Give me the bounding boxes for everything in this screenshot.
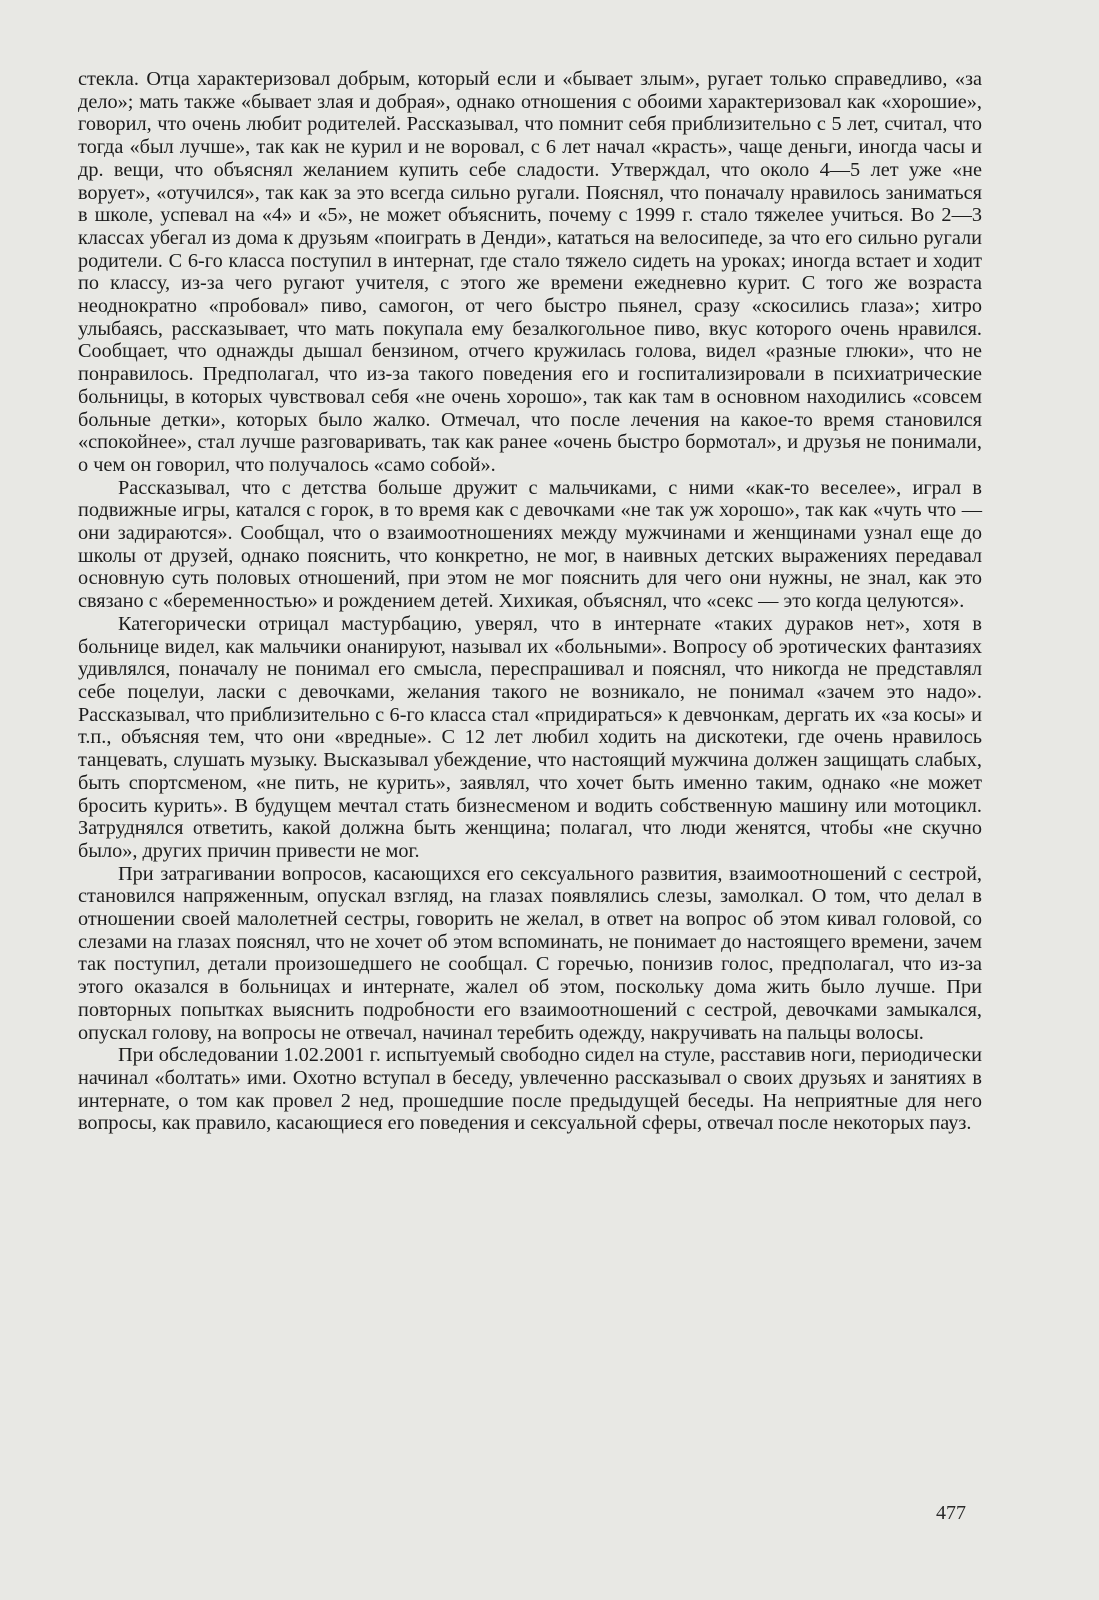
body-text (78, 68, 982, 1135)
paragraph: При обследовании 1.02.2001 г. испытуемый свободно сидел на стуле, расставив ноги, периодически начинал «болтать» ими. Охотно вступал в беседу, увлеченно рассказывал о своих друзьях и занятиях в интернате, о том как провел 2 нед, прошедшие после предыдущей беседы. На неприятные для него вопросы, как правило, касающиеся его поведения и сексуальной сферы, отвечал после некоторых пауз. (78, 1044, 982, 1135)
paragraph: стекла. Отца характеризовал добрым, который если и «бывает злым», ругает только справедливо, «за дело»; мать также «бывает злая и добрая», однако отношения с обоими характеризовал как «хорошие», говорил, что очень любит родителей. Рассказывал, что помнит себя приблизительно с 5 лет, считал, что тогда «был лучше», так как не курил и не воровал, с 6 лет начал «красть», чаще деньги, иногда часы и др. вещи, что объяснял желанием купить себе сладости. Утверждал, что около 4—5 лет уже «не ворует», «отучился», так как за это всегда сильно ругали. Пояснял, что поначалу нравилось заниматься в школе, успевал на «4» и «5», не может объяснить, почему с 1999 г. стало тяжелее учиться. Во 2—3 классах убегал из дома к друзьям «поиграть в Денди», кататься на велосипеде, за что его сильно ругали родители. С 6-го класса поступил в интернат, где стало тяжело сидеть на уроках; иногда встает и ходит по классу, из-за чего ругают учителя, с этого же времени ежедневно курит. С того же возраста неоднократно «пробовал» пиво, самогон, от чего быстро пьянел, сразу «скосились глаза»; хитро улыбаясь, рассказывает, что мать покупала ему безалкогольное пиво, вкус которого очень нравился. Сообщает, что однажды дышал бензином, отчего кружилась голова, видел «разные глюки», что не понравилось. Предполагал, что из-за такого поведения его и госпитализировали в психиатрические больницы, в которых чувствовал себя «не очень хорошо», так как там в основном находились «совсем больные детки», которых было жалко. Отмечал, что после лечения на какое-то время становился «спокойнее», стал лучше разговаривать, так как ранее «очень быстро бормотал», и друзья не понимали, о чем он говорил, что получалось «само собой». (78, 68, 982, 476)
page-number: 477 (936, 1502, 966, 1524)
paragraph: При затрагивании вопросов, касающихся его сексуального развития, взаимоотношений с сестрой, становился напряженным, опускал взгляд, на глазах появлялись слезы, замолкал. О том, что делал в отношении своей малолетней сестры, говорить не желал, в ответ на вопрос об этом кивал головой, со слезами на глазах пояснял, что не хочет об этом вспоминать, не понимает до настоящего времени, зачем так поступил, детали произошедшего не сообщал. С горечью, понизив голос, предполагал, что из-за этого оказался в больницах и интернате, жалел об этом, поскольку дома жить было лучше. При повторных попытках выяснить подробности его взаимоотношений с сестрой, девочками замыкался, опускал голову, на вопросы не отвечал, начинал теребить одежду, накручивать на пальцы волосы. (78, 862, 982, 1044)
paragraph: Категорически отрицал мастурбацию, уверял, что в интернате «таких дураков нет», хотя в больнице видел, как мальчики онанируют, называл их «больными». Вопросу об эротических фантазиях удивлялся, поначалу не понимал его смысла, переспрашивал и пояснял, что никогда не представлял себе поцелуи, ласки с девочками, желания такого не возникало, не понимал «зачем это надо». Рассказывал, что приблизительно с 6-го класса стал «придираться» к девчонкам, дергать их «за косы» и т.п., объясняя тем, что они «вредные». С 12 лет любил ходить на дискотеки, где очень нравилось танцевать, слушать музыку. Высказывал убеждение, что настоящий мужчина должен защищать слабых, быть спортсменом, «не пить, не курить», заявлял, что хочет быть именно таким, однако «не может бросить курить». В будущем мечтал стать бизнесменом и водить собственную машину или мотоцикл. Затруднялся ответить, какой должна быть женщина; полагал, что люди женятся, чтобы «не скучно было», других причин привести не мог. (78, 612, 982, 862)
paragraph: Рассказывал, что с детства больше дружит с мальчиками, с ними «как-то веселее», играл в подвижные игры, катался с горок, в то время как с девочками «не так уж хорошо», так как «чуть что — они задираются». Сообщал, что о взаимоотношениях между мужчинами и женщинами узнал еще до школы от друзей, однако пояснить, что конкретно, не мог, в наивных детских выражениях передавал основную суть половых отношений, при этом не мог пояснить для чего они нужны, не знал, как это связано с «беременностью» и рождением детей. Хихикая, объяснял, что «секс — это когда целуются». (78, 476, 982, 613)
